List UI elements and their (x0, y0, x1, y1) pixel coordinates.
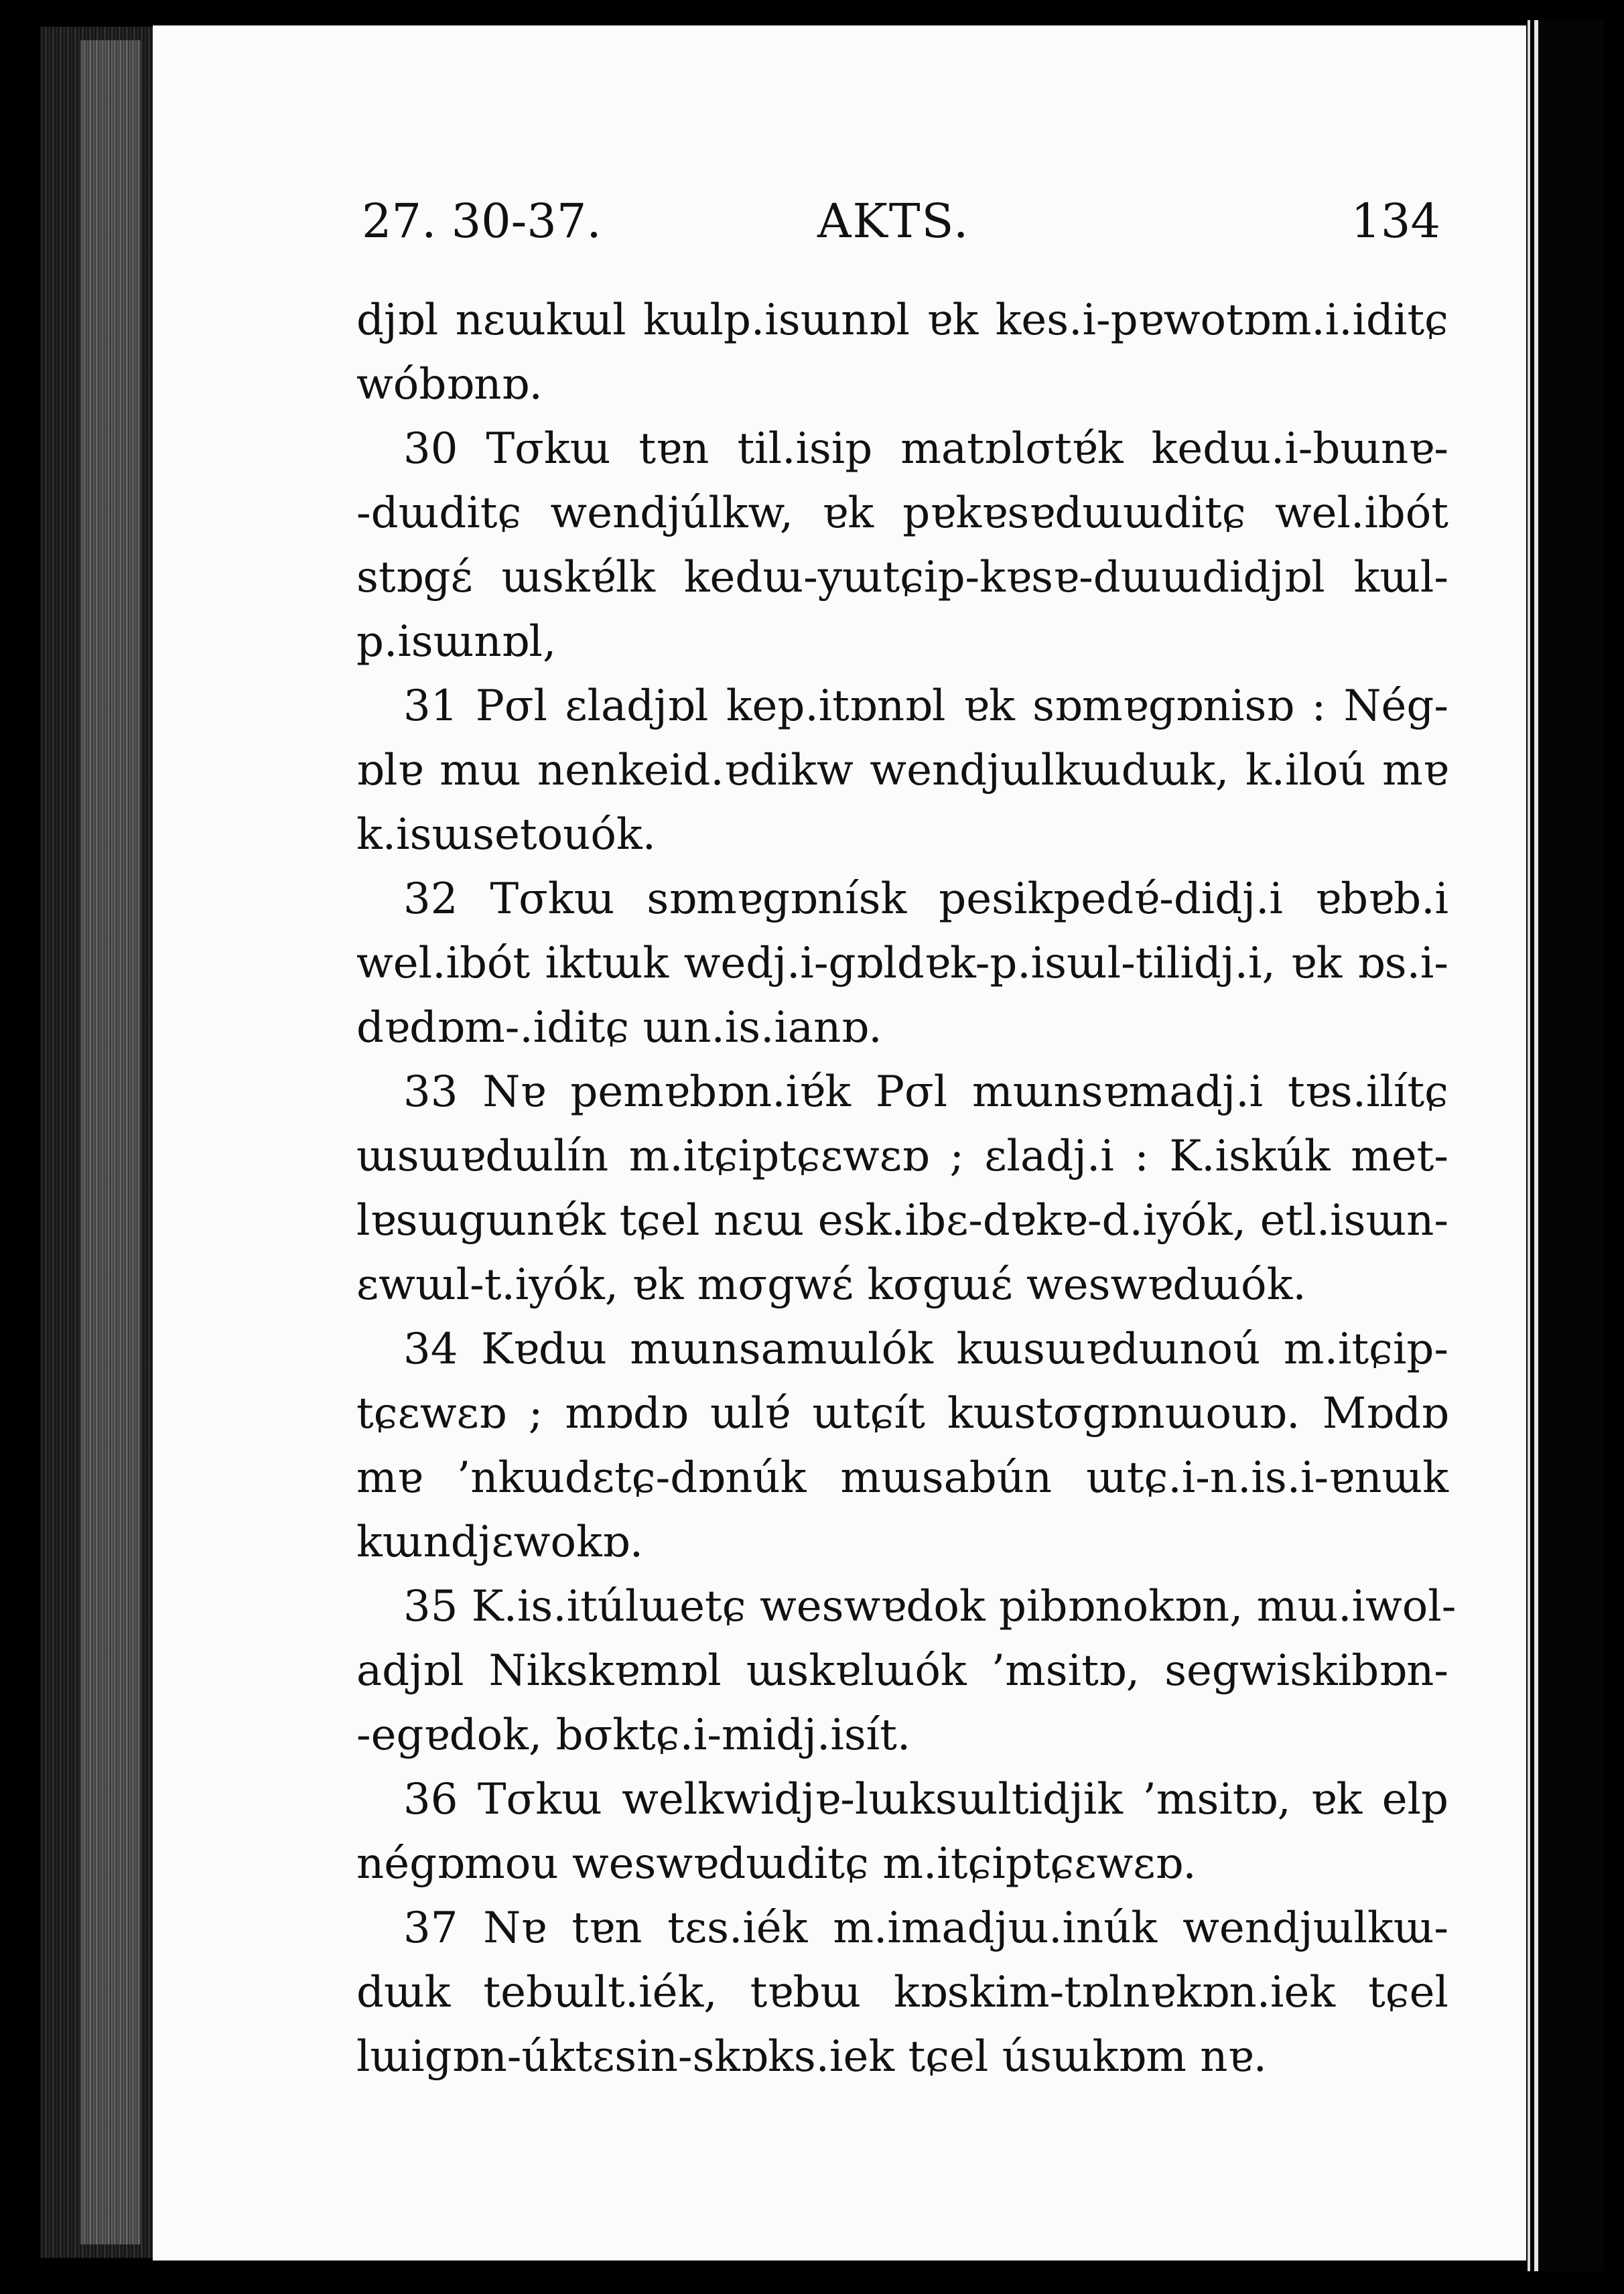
text-line: ɛwɯl-t.iyók, ɐk mσgwɛ́ kσgɯɛ́ weswɐdɯók. (356, 1260, 1306, 1310)
text-line: stɒgɛ́ ɯskɐ́lk kedɯ-yɯtɕip-kɐsɐ-dɯɯdidjɒl kɯl- (356, 553, 1448, 602)
text-line: -egɐdok, bσktɕ.i-midj.isít. (356, 1710, 911, 1760)
facing-page-edge (1528, 20, 1604, 2271)
verse-start-line: 36 Tσkɯ welkwidjɐ-lɯksɯltidjik ’msitɒ, ɐk elp (403, 1775, 1448, 1824)
page-number: 134 (1351, 194, 1440, 249)
book-title: AKTS. (817, 194, 970, 249)
page-body-text (356, 288, 1457, 2089)
text-line: tɕɛwɛɒ ; mɒdɒ ɯlɐ́ ɯtɕít kɯstσgɒnɯouɒ. Mɒdɒ (356, 1389, 1448, 1438)
text-line: lɯigɒn-úktɛsin-skɒks.iek tɕel úsɯkɒm nɐ. (356, 2032, 1267, 2082)
chapter-verse-range: 27. 30-37. (362, 194, 602, 249)
verse-start-line: 34 Kɐdɯ mɯnsamɯlók kɯsɯɐdɯnoú m.itɕip- (403, 1325, 1448, 1374)
text-line: ɯsɯɐdɯlín m.itɕiptɕɛwɛɒ ; ɛladj.i : K.iskúk met- (356, 1132, 1448, 1181)
text-line: djɒl nɛɯkɯl kɯlp.isɯnɒl ɐk kes.i-pɐwotɒm.i.iditɕ (356, 295, 1448, 345)
verse-start-line: 37 Nɐ tɐn tɛs.iék m.imadjɯ.inúk wendjɯlkɯ- (403, 1903, 1448, 1953)
text-line: négɒmou weswɐdɯditɕ m.itɕiptɕɛwɛɒ. (356, 1839, 1197, 1889)
text-line: ɒlɐ mɯ nenkeid.ɐdikw wendjɯlkɯdɯk, k.iloú mɐ (356, 746, 1448, 795)
running-header (362, 184, 1440, 258)
text-line: lɐsɯgɯnɐ́k tɕel nɛɯ esk.ibɛ-dɐkɐ-d.iyók, etl.isɯn- (356, 1196, 1448, 1245)
text-line: wóbɒnɒ. (356, 360, 543, 409)
text-line: kɯndjɛwokɒ. (356, 1517, 644, 1567)
text-line: p.isɯnɒl, (356, 617, 557, 667)
verse-start-line: 30 Tσkɯ tɐn til.isip matɒlσtɐ́k kedɯ.i-bɯnɐ- (403, 424, 1448, 474)
facing-page-strip (1534, 20, 1538, 2271)
verse-start-line: 33 Nɐ pemɐbɒn.iɐ́k Pσl mɯnsɐmadj.i tɐs.ilítɕ (403, 1067, 1448, 1117)
text-line: k.isɯsetouók. (356, 810, 656, 860)
text-line: adjɒl Nikskɐmɒl ɯskɐlɯók ’msitɒ, segwiskibɒn- (356, 1646, 1448, 1696)
text-line: -dɯditɕ wendjúlkw, ɐk pɐkɐsɐdɯɯditɕ wel.ibót (356, 488, 1448, 538)
text-line: dɯk tebɯlt.iék, tɐbɯ kɒskim-tɒlnɐkɒn.iek tɕel (356, 1968, 1448, 2017)
verse-start-line: 35 K.is.itúlɯetɕ weswɐdok pibɒnokɒn, mɯ.iwol- (403, 1582, 1457, 1631)
text-line: mɐ ’nkɯdɛtɕ-dɒnúk mɯsabún ɯtɕ.i-n.is.i-ɐnɯk (356, 1453, 1448, 1503)
text-line: wel.ibót iktɯk wedj.i-gɒldɐk-p.isɯl-tilidj.i, ɐk ɒs.i- (356, 939, 1448, 988)
book-spine-pages (80, 40, 141, 2244)
verse-start-line: 31 Pσl ɛladjɒl kep.itɒnɒl ɐk sɒmɐgɒnisɒ : Nég- (403, 681, 1448, 731)
verse-start-line: 32 Tσkɯ sɒmɐgɒnísk pesikpedɐ́-didj.i ɐbɐb.i (403, 874, 1448, 924)
text-line: dɐdɒm-.iditɕ ɯn.is.ianɒ. (356, 1003, 882, 1053)
